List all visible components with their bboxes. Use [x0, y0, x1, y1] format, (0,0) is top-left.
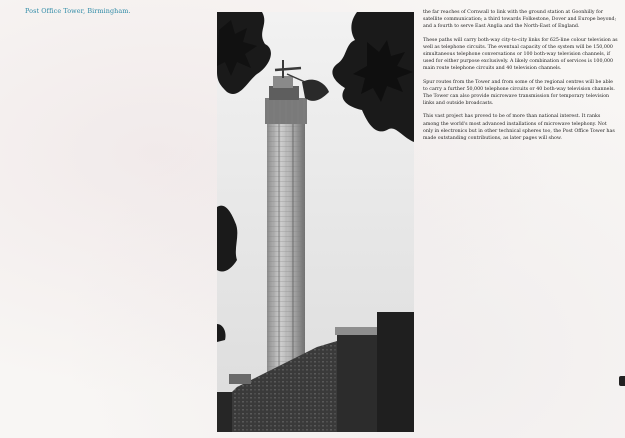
- paragraph: This vast project has proved to be of more than national interest. It ranks among the world's most advanced installations of microwave telephony. Not only in electronics but in other technical spheres too, the Post Office Tower has made outstanding contributions, as later pages will show.: [423, 114, 615, 142]
- paragraph: These paths will carry both-way city-to-city links for 625-line colour television as well as telephone circuits. The eventual capacity of the system will be 150,000 simultaneous telephone conversations or 100 both-way television channels, if used for either purpose exclusively. A likely combination of services is 100,000 main route telephone circuits and 40 television channels.: [423, 37, 618, 72]
- photo-caption: Post Office Tower, Birmingham.: [25, 7, 131, 15]
- tower-shaft: [267, 122, 305, 372]
- page-edge-tab: [619, 376, 625, 386]
- paragraph: Spur routes from the Tower and from some of the regional centres will be able to carry a further 50,000 telephone circuits or 40 both-way television channels. The Tower can also provide microwave transmission for temporary television links and outside broadcasts.: [423, 79, 615, 107]
- article-text: [423, 9, 618, 148]
- paragraph: the far reaches of Cornwall to link with the ground station at Goonhilly for satellite communication; a third towards Folkestone, Dover and Europe beyond; and a fourth to serve East Anglia and the North-East of England.: [423, 10, 617, 30]
- tower-photograph: [217, 12, 414, 432]
